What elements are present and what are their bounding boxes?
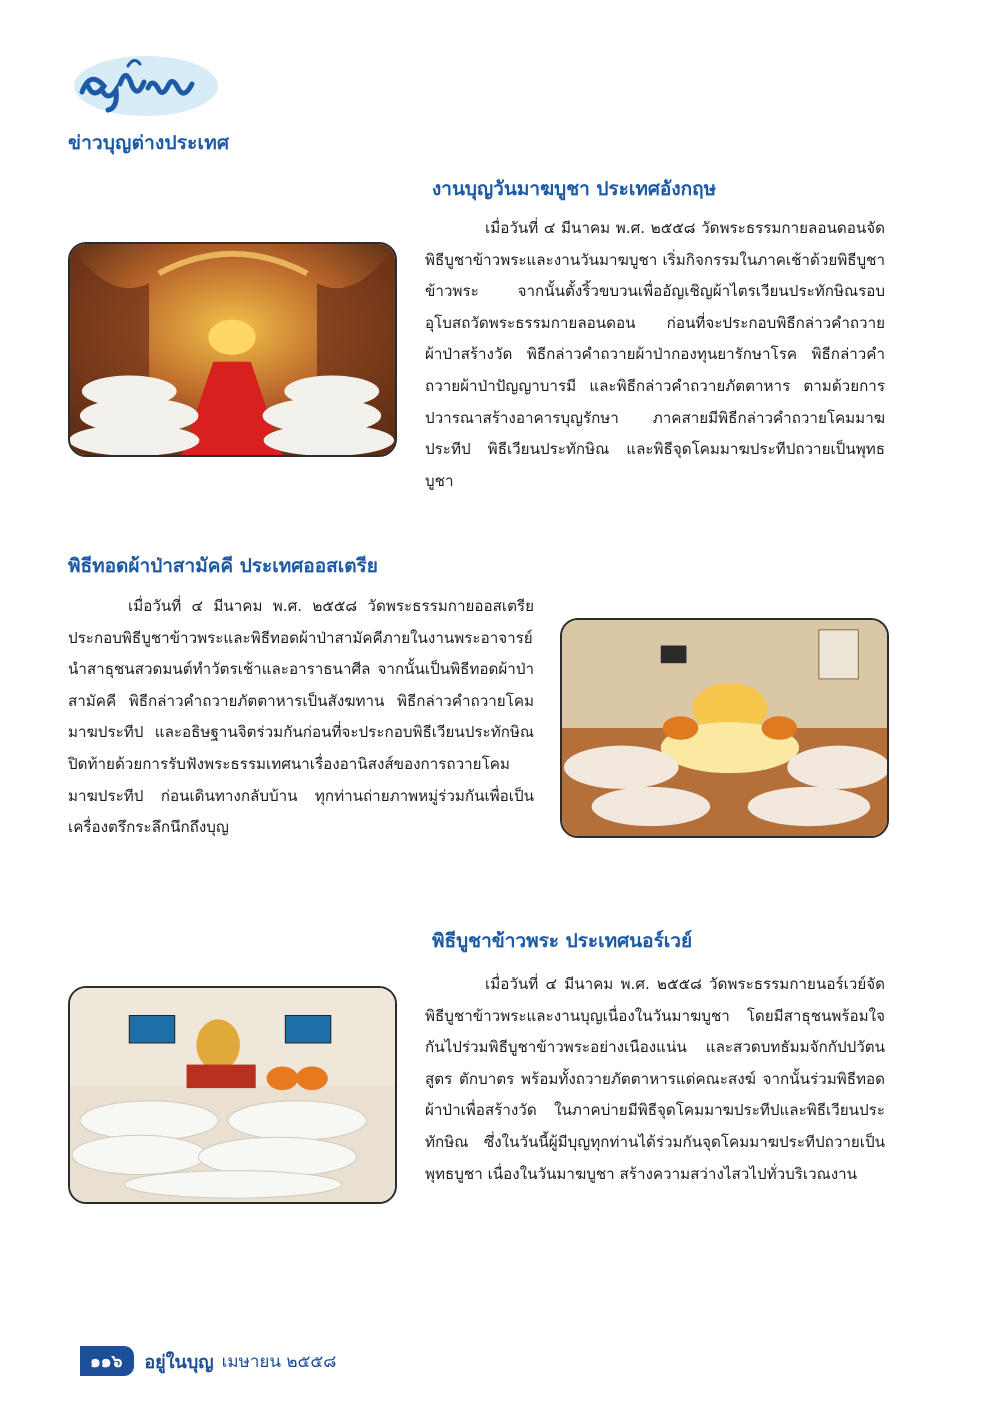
page-number: ๑๑๖ — [80, 1346, 134, 1376]
page-footer — [80, 1346, 336, 1376]
magazine-issue: เมษายน ๒๕๕๘ — [221, 1351, 337, 1372]
article-body-norway: เมื่อวันที่ ๔ มีนาคม พ.ศ. ๒๕๕๘ วัดพระธรรมกายนอร์เวย์จัดพิธีบูชาข้าวพระและงานบุญเนื่องในวันมาฆบูชา โดยมีสาธุชนพร้อมใจกันไปร่วมพิธีบูชาข้าวพระอย่างเนืองแน่น และสวดบทธัมมจักกัปปวัตนสูตร ตักบาตร พร้อมทั้งถวายภัตตาหารแด่คณะสงฆ์ จากนั้นร่วมพิธีทอดผ้าป่าเพื่อสร้างวัด ในภาคบ่ายมีพิธีจุดโคมมาฆประทีปและพิธีเวียนประทักษิณ ซึ่งในวันนี้ผู้มีบุญทุกท่านได้ร่วมกันจุดโคมมาฆประทีปถวายเป็นพุทธบูชา เนื่องในวันมาฆบูชา สร้างความสว่างไสวไปทั่วบริเวณงาน — [425, 975, 885, 1183]
magazine-name: อยู่ในบุญ — [144, 1351, 214, 1373]
article-title-england: งานบุญวันมาฆบูชา ประเทศอังกฤษ — [432, 178, 717, 200]
section-heading: ข่าวบุญต่างประเทศ — [68, 132, 230, 154]
article-title-austria: พิธีทอดผ้าป่าสามัคคี ประเทศออสเตรีย — [68, 555, 378, 577]
article-body-england: เมื่อวันที่ ๔ มีนาคม พ.ศ. ๒๕๕๘ วัดพระธรรมกายลอนดอนจัดพิธีบูชาข้าวพระและงานวันมาฆบูชา เริ่มกิจกรรมในภาคเช้าด้วยพิธีบูชาข้าวพระ จากนั้นตั้งริ้วขบวนเพื่ออัญเชิญผ้าไตรเวียนประทักษิณรอบอุโบสถวัดพระธรรมกายลอนดอน ก่อนที่จะประกอบพิธีกล่าวคำถวายผ้าป่าสร้างวัด พิธีกล่าวคำถวายผ้าป่ากองทุนยารักษาโรค พิธีกล่าวคำถวายผ้าป่าปัญญาบารมี และพิธีกล่าวคำถวายภัตตาหาร ตามด้วยการปวารณาสร้างอาคารบุญรักษา ภาคสายมีพิธีกล่าวคำถวายโคมมาฆประทีป พิธีเวียนประทักษิณ และพิธีจุดโคมมาฆประทีปถวายเป็นพุทธบูชา — [425, 219, 885, 490]
photo-austria-ceremony — [560, 618, 889, 838]
article-title-norway: พิธีบูชาข้าวพระ ประเทศนอร์เวย์ — [432, 930, 693, 952]
article-body-austria: เมื่อวันที่ ๔ มีนาคม พ.ศ. ๒๕๕๘ วัดพระธรรมกายออสเตรียประกอบพิธีบูชาข้าวพระและพิธีทอดผ้าป่าสามัคคีภายในงานพระอาจารย์นำสาธุชนสวดมนต์ทำวัตรเช้าและอาราธนาศีล จากนั้นเป็นพิธีทอดผ้าป่าสามัคคี พิธีกล่าวคำถวายภัตตาหารเป็นสังฆทาน พิธีกล่าวคำถวายโคมมาฆประทีป และอธิษฐานจิตร่วมกันก่อนที่จะประกอบพิธีเวียนประทักษิณ ปิดท้ายด้วยการรับฟังพระธรรมเทศนาเรื่องอานิสงส์ของการถวายโคมมาฆประทีป ก่อนเดินทางกลับบ้าน ทุกท่านถ่ายภาพหมู่ร่วมกันเพื่อเป็นเครื่องตรึกระลึกนึกถึงบุญ — [68, 597, 534, 837]
magazine-logo — [68, 44, 218, 122]
photo-norway-ceremony — [68, 986, 397, 1204]
photo-london-ceremony — [68, 242, 397, 457]
